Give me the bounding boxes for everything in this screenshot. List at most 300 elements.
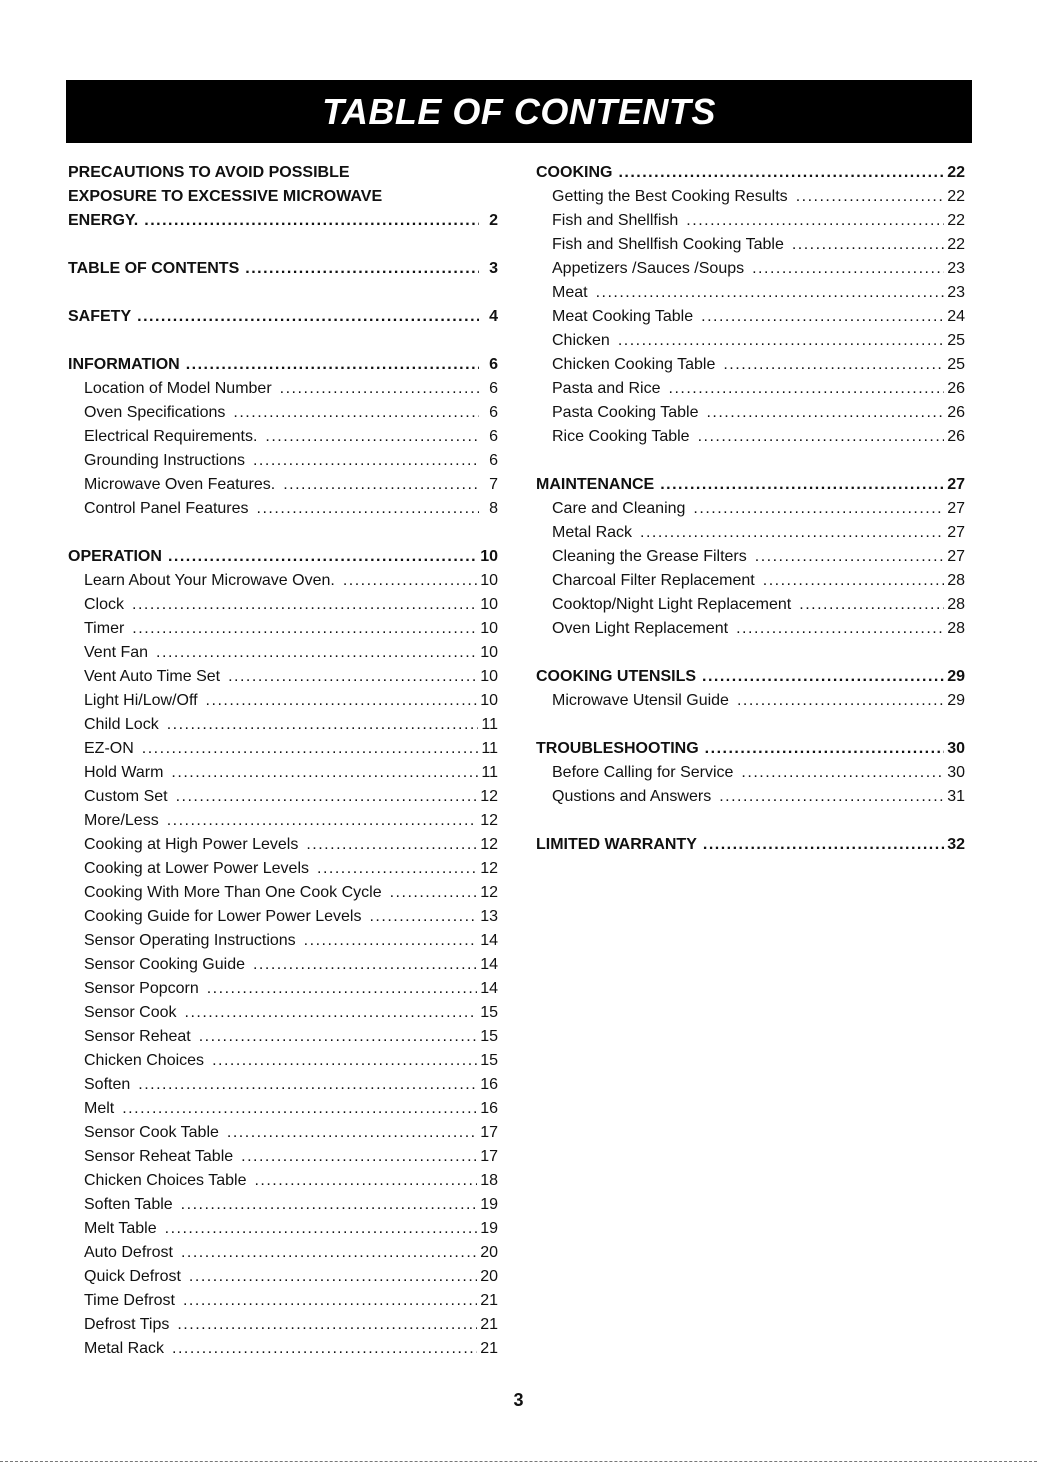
dot-leader	[207, 977, 477, 1001]
dot-leader	[669, 377, 945, 401]
dot-leader	[701, 305, 944, 329]
toc-heading-row	[68, 209, 498, 233]
dot-leader	[317, 857, 477, 881]
dot-leader	[253, 449, 479, 473]
dot-leader	[177, 1313, 477, 1337]
dot-leader	[702, 665, 944, 689]
toc-entry	[68, 1241, 498, 1265]
toc-entry-label: Cooktop/Night Light Replacement	[552, 596, 792, 613]
dot-leader	[719, 785, 944, 809]
toc-entry-page: 25	[947, 332, 965, 349]
toc-heading-label: TROUBLESHOOTING	[536, 740, 699, 757]
toc-entry	[536, 497, 965, 521]
toc-entry	[536, 257, 965, 281]
dot-leader	[640, 521, 944, 545]
toc-entry-label: Vent Fan	[84, 644, 149, 661]
dot-leader	[686, 209, 944, 233]
dot-leader	[122, 1097, 477, 1121]
toc-entry-page: 12	[480, 884, 498, 901]
toc-entry-label: Clock	[84, 596, 125, 613]
toc-entry-label: Rice Cooking Table	[552, 428, 690, 445]
toc-entry	[536, 761, 965, 785]
toc-heading-page: 27	[947, 476, 965, 493]
toc-entry	[68, 641, 498, 665]
toc-entry-label: Fish and Shellfish Cooking Table	[552, 236, 784, 253]
toc-entry-label: Custom Set	[84, 788, 168, 805]
toc-entry	[68, 617, 498, 641]
dot-leader	[183, 1289, 477, 1313]
toc-entry-page: 16	[480, 1100, 498, 1117]
toc-section	[536, 473, 965, 641]
toc-entry	[68, 905, 498, 929]
dot-leader	[660, 473, 944, 497]
dot-leader	[280, 377, 479, 401]
dot-leader	[167, 713, 479, 737]
toc-entry-label: Sensor Operating Instructions	[84, 932, 296, 949]
toc-entry-label: Pasta and Rice	[552, 380, 661, 397]
toc-entry-label: Chicken Cooking Table	[552, 356, 716, 373]
dot-leader	[706, 401, 944, 425]
dot-leader	[799, 593, 944, 617]
toc-entry-label: Meat	[552, 284, 588, 301]
toc-entry	[68, 1025, 498, 1049]
toc-heading-row	[68, 185, 498, 209]
toc-entry-label: Cooking With More Than One Cook Cycle	[84, 884, 382, 901]
toc-heading-label: MAINTENANCE	[536, 476, 655, 493]
toc-entry	[68, 1313, 498, 1337]
toc-section	[68, 305, 498, 329]
toc-heading-row	[536, 665, 965, 689]
dot-leader	[390, 881, 478, 905]
toc-entry-label: Child Lock	[84, 716, 159, 733]
dot-leader	[186, 353, 479, 377]
dot-leader	[304, 929, 478, 953]
section-spacer	[536, 449, 965, 473]
toc-entry-label: Chicken Choices	[84, 1052, 205, 1069]
toc-entry-page: 21	[480, 1340, 498, 1357]
toc-entry	[536, 377, 965, 401]
dot-leader	[142, 737, 479, 761]
toc-entry-label: Metal Rack	[84, 1340, 165, 1357]
toc-entry-page: 29	[947, 692, 965, 709]
toc-heading-label: OPERATION	[68, 548, 162, 565]
toc-entry-label: EZ-ON	[84, 740, 134, 757]
section-spacer	[536, 809, 965, 833]
toc-entry	[68, 761, 498, 785]
toc-entry-page: 19	[480, 1220, 498, 1237]
toc-entry	[536, 329, 965, 353]
section-spacer	[68, 281, 498, 305]
toc-entry-label: Before Calling for Service	[552, 764, 734, 781]
dot-leader	[132, 593, 477, 617]
toc-entry-label: Soften	[84, 1076, 131, 1093]
toc-entry-page: 15	[480, 1004, 498, 1021]
toc-entry	[68, 569, 498, 593]
dot-leader	[253, 953, 477, 977]
toc-heading-row	[68, 257, 498, 281]
toc-entry-label: Sensor Cooking Guide	[84, 956, 245, 973]
toc-entry-label: Control Panel Features	[84, 500, 249, 517]
dot-leader	[199, 1025, 477, 1049]
page-title: TABLE OF CONTENTS	[322, 90, 716, 132]
toc-entry-page: 7	[489, 476, 498, 493]
toc-heading-row	[536, 737, 965, 761]
toc-heading-row	[68, 353, 498, 377]
toc-left-column	[68, 161, 498, 1361]
toc-heading-page: 29	[947, 668, 965, 685]
toc-entry	[68, 1145, 498, 1169]
toc-entry-page: 28	[947, 572, 965, 589]
toc-entry	[536, 353, 965, 377]
section-spacer	[536, 713, 965, 737]
toc-entry-label: Chicken Choices Table	[84, 1172, 247, 1189]
toc-entry-page: 14	[480, 956, 498, 973]
toc-entry-label: Microwave Oven Features.	[84, 476, 276, 493]
dot-leader	[257, 497, 479, 521]
dot-leader	[156, 641, 477, 665]
toc-entry-label: Sensor Cook	[84, 1004, 177, 1021]
toc-entry-label: Melt	[84, 1100, 115, 1117]
toc-entry-label: Timer	[84, 620, 125, 637]
toc-entry	[68, 689, 498, 713]
toc-entry-page: 15	[480, 1052, 498, 1069]
toc-heading-label: LIMITED WARRANTY	[536, 836, 697, 853]
toc-entry-page: 12	[480, 812, 498, 829]
dot-leader	[693, 497, 944, 521]
toc-entry-page: 10	[480, 692, 498, 709]
toc-entry	[536, 209, 965, 233]
toc-entry	[536, 425, 965, 449]
toc-entry-page: 6	[489, 452, 498, 469]
toc-entry-page: 26	[947, 380, 965, 397]
page-edge-divider	[0, 1461, 1037, 1462]
toc-entry-page: 13	[480, 908, 498, 925]
toc-heading-label: COOKING UTENSILS	[536, 668, 697, 685]
toc-heading-row	[68, 161, 498, 185]
toc-entry-page: 17	[480, 1124, 498, 1141]
toc-entry-page: 27	[947, 500, 965, 517]
toc-section	[536, 665, 965, 713]
toc-entry-page: 11	[481, 764, 498, 781]
toc-entry-label: Grounding Instructions	[84, 452, 245, 469]
dot-leader	[176, 785, 478, 809]
toc-entry	[536, 521, 965, 545]
title-banner	[66, 80, 972, 143]
toc-entry	[68, 1001, 498, 1025]
dot-leader	[189, 1265, 477, 1289]
dot-leader	[181, 1241, 477, 1265]
toc-entry	[536, 545, 965, 569]
toc-entry-label: Appetizers /Sauces /Soups	[552, 260, 745, 277]
toc-entry-page: 28	[947, 596, 965, 613]
toc-entry	[536, 401, 965, 425]
toc-entry	[68, 833, 498, 857]
dot-leader	[206, 689, 478, 713]
toc-entry-label: Cleaning the Grease Filters	[552, 548, 747, 565]
toc-entry-page: 21	[480, 1292, 498, 1309]
section-spacer	[68, 233, 498, 257]
toc-heading-label: PRECAUTIONS TO AVOID POSSIBLE	[68, 164, 350, 181]
toc-entry-page: 12	[480, 836, 498, 853]
toc-heading-label: EXPOSURE TO EXCESSIVE MICROWAVE	[68, 188, 383, 205]
toc-entry	[68, 977, 498, 1001]
toc-entry	[68, 1217, 498, 1241]
toc-entry-label: Oven Light Replacement	[552, 620, 729, 637]
toc-entry-page: 30	[947, 764, 965, 781]
toc-entry	[68, 1169, 498, 1193]
dot-leader	[343, 569, 477, 593]
toc-entry-page: 22	[947, 236, 965, 253]
toc-entry	[68, 497, 498, 521]
toc-section	[68, 257, 498, 281]
dot-leader	[792, 233, 944, 257]
toc-entry	[536, 233, 965, 257]
toc-entry-label: Quick Defrost	[84, 1268, 181, 1285]
toc-heading-page: 30	[947, 740, 965, 757]
toc-section	[68, 161, 498, 233]
dot-leader	[736, 617, 944, 641]
dot-leader	[763, 569, 944, 593]
toc-entry	[68, 593, 498, 617]
toc-entry-page: 17	[480, 1148, 498, 1165]
dot-leader	[171, 761, 478, 785]
toc-section	[536, 737, 965, 809]
toc-heading-row	[68, 545, 498, 569]
toc-entry-page: 6	[489, 380, 498, 397]
toc-entry-label: Cooking at High Power Levels	[84, 836, 299, 853]
dot-leader	[596, 281, 945, 305]
dot-leader	[705, 737, 945, 761]
toc-entry-label: Metal Rack	[552, 524, 633, 541]
toc-heading-row	[536, 473, 965, 497]
dot-leader	[167, 809, 478, 833]
toc-entry	[68, 881, 498, 905]
toc-section	[68, 545, 498, 1361]
toc-entry	[68, 1265, 498, 1289]
toc-entry	[536, 617, 965, 641]
toc-entry	[536, 185, 965, 209]
toc-heading-page: 2	[489, 212, 498, 229]
toc-heading-row	[68, 305, 498, 329]
toc-entry-page: 10	[480, 596, 498, 613]
toc-entry	[68, 665, 498, 689]
toc-entry-page: 24	[947, 308, 965, 325]
toc-entry	[68, 857, 498, 881]
toc-entry	[536, 305, 965, 329]
dot-leader	[165, 1217, 478, 1241]
toc-entry-page: 19	[480, 1196, 498, 1213]
toc-heading-label: ENERGY.	[68, 212, 139, 229]
toc-entry-page: 6	[489, 428, 498, 445]
toc-entry-label: Sensor Popcorn	[84, 980, 199, 997]
dot-leader	[241, 1145, 477, 1169]
toc-heading-page: 10	[480, 548, 498, 565]
toc-section	[68, 353, 498, 521]
toc-entry-page: 12	[480, 860, 498, 877]
dot-leader	[185, 1001, 478, 1025]
toc-entry-page: 10	[480, 644, 498, 661]
toc-entry-page: 20	[480, 1244, 498, 1261]
toc-heading-page: 22	[947, 164, 965, 181]
toc-heading-label: TABLE OF CONTENTS	[68, 260, 240, 277]
dot-leader	[737, 689, 944, 713]
toc-entry-page: 26	[947, 428, 965, 445]
toc-entry-page: 26	[947, 404, 965, 421]
toc-entry-page: 10	[480, 620, 498, 637]
toc-entry-page: 31	[947, 788, 965, 805]
toc-entry-label: Sensor Reheat	[84, 1028, 191, 1045]
toc-entry-label: Electrical Requirements.	[84, 428, 258, 445]
dot-leader	[138, 1073, 477, 1097]
toc-heading-page: 6	[489, 356, 498, 373]
dot-leader	[265, 425, 479, 449]
toc-heading-label: SAFETY	[68, 308, 132, 325]
dot-leader	[233, 401, 479, 425]
toc-entry-label: Care and Cleaning	[552, 500, 686, 517]
toc-entry-page: 27	[947, 548, 965, 565]
toc-entry-label: Getting the Best Cooking Results	[552, 188, 788, 205]
toc-entry-page: 18	[480, 1172, 498, 1189]
toc-entry-page: 10	[480, 572, 498, 589]
section-spacer	[68, 521, 498, 545]
toc-entry-label: Hold Warm	[84, 764, 164, 781]
toc-entry-page: 10	[480, 668, 498, 685]
toc-entry-label: Vent Auto Time Set	[84, 668, 221, 685]
dot-leader	[618, 161, 944, 185]
toc-entry-page: 12	[480, 788, 498, 805]
toc-section	[536, 161, 965, 449]
toc-entry-label: Melt Table	[84, 1220, 157, 1237]
dot-leader	[227, 1121, 477, 1145]
toc-entry-label: Oven Specifications	[84, 404, 226, 421]
toc-entry-label: Pasta Cooking Table	[552, 404, 699, 421]
toc-entry	[536, 593, 965, 617]
toc-entry	[536, 281, 965, 305]
toc-heading-label: INFORMATION	[68, 356, 180, 373]
toc-entry-page: 27	[947, 524, 965, 541]
dot-leader	[703, 833, 944, 857]
toc-entry	[68, 713, 498, 737]
toc-entry-label: Soften Table	[84, 1196, 173, 1213]
toc-heading-row	[536, 833, 965, 857]
toc-entry-page: 23	[947, 260, 965, 277]
toc-entry	[68, 449, 498, 473]
toc-entry-label: Auto Defrost	[84, 1244, 173, 1261]
toc-entry-page: 16	[480, 1076, 498, 1093]
toc-entry	[68, 1121, 498, 1145]
toc-heading-row	[536, 161, 965, 185]
toc-entry-page: 14	[480, 932, 498, 949]
toc-entry-label: More/Less	[84, 812, 159, 829]
dot-leader	[369, 905, 477, 929]
toc-entry	[68, 1289, 498, 1313]
toc-entry-label: Light Hi/Low/Off	[84, 692, 198, 709]
section-spacer	[68, 329, 498, 353]
toc-entry-page: 22	[947, 212, 965, 229]
toc-entry	[68, 1193, 498, 1217]
toc-entry-label: Time Defrost	[84, 1292, 175, 1309]
toc-entry-page: 6	[489, 404, 498, 421]
dot-leader	[132, 617, 477, 641]
toc-entry-page: 14	[480, 980, 498, 997]
toc-entry	[68, 1097, 498, 1121]
toc-entry	[68, 1049, 498, 1073]
dot-leader	[306, 833, 477, 857]
toc-heading-page: 3	[489, 260, 498, 277]
toc-entry-page: 20	[480, 1268, 498, 1285]
toc-entry-label: Cooking Guide for Lower Power Levels	[84, 908, 362, 925]
dot-leader	[212, 1049, 477, 1073]
toc-entry-page: 21	[480, 1316, 498, 1333]
dot-leader	[168, 545, 477, 569]
toc-entry	[68, 473, 498, 497]
toc-entry-page: 28	[947, 620, 965, 637]
toc-entry	[68, 785, 498, 809]
toc-entry-label: Meat Cooking Table	[552, 308, 694, 325]
toc-entry	[68, 953, 498, 977]
toc-entry	[68, 377, 498, 401]
toc-entry	[536, 569, 965, 593]
dot-leader	[618, 329, 944, 353]
dot-leader	[137, 305, 479, 329]
dot-leader	[283, 473, 479, 497]
toc-heading-label: COOKING	[536, 164, 613, 181]
toc-entry	[68, 737, 498, 761]
toc-entry-label: Defrost Tips	[84, 1316, 170, 1333]
toc-entry-page: 15	[480, 1028, 498, 1045]
toc-entry-label: Location of Model Number	[84, 380, 272, 397]
toc-entry-label: Sensor Cook Table	[84, 1124, 219, 1141]
toc-entry-page: 23	[947, 284, 965, 301]
toc-entry	[68, 401, 498, 425]
toc-heading-page: 4	[489, 308, 498, 325]
toc-entry-label: Sensor Reheat Table	[84, 1148, 234, 1165]
toc-entry-page: 8	[489, 500, 498, 517]
toc-entry-label: Qustions and Answers	[552, 788, 712, 805]
dot-leader	[144, 209, 479, 233]
toc-entry	[68, 425, 498, 449]
page-number: 3	[513, 1390, 524, 1410]
toc-entry-page: 25	[947, 356, 965, 373]
toc-entry-label: Charcoal Filter Replacement	[552, 572, 755, 589]
toc-entry-label: Fish and Shellfish	[552, 212, 679, 229]
toc-entry	[68, 1073, 498, 1097]
dot-leader	[755, 545, 944, 569]
toc-entry	[68, 809, 498, 833]
dot-leader	[172, 1337, 477, 1361]
toc-section	[536, 833, 965, 857]
dot-leader	[723, 353, 944, 377]
section-spacer	[536, 641, 965, 665]
dot-leader	[181, 1193, 478, 1217]
dot-leader	[698, 425, 945, 449]
toc-entry-label: Microwave Utensil Guide	[552, 692, 729, 709]
toc-entry-label: Chicken	[552, 332, 610, 349]
dot-leader	[752, 257, 944, 281]
dot-leader	[796, 185, 945, 209]
toc-right-column	[536, 161, 965, 857]
toc-entry-label: Learn About Your Microwave Oven.	[84, 572, 335, 589]
toc-entry-page: 11	[481, 740, 498, 757]
toc-entry	[536, 785, 965, 809]
toc-entry-label: Cooking at Lower Power Levels	[84, 860, 310, 877]
toc-entry	[536, 689, 965, 713]
dot-leader	[741, 761, 944, 785]
toc-heading-page: 32	[947, 836, 965, 853]
dot-leader	[228, 665, 477, 689]
toc-entry	[68, 929, 498, 953]
toc-entry-page: 22	[947, 188, 965, 205]
